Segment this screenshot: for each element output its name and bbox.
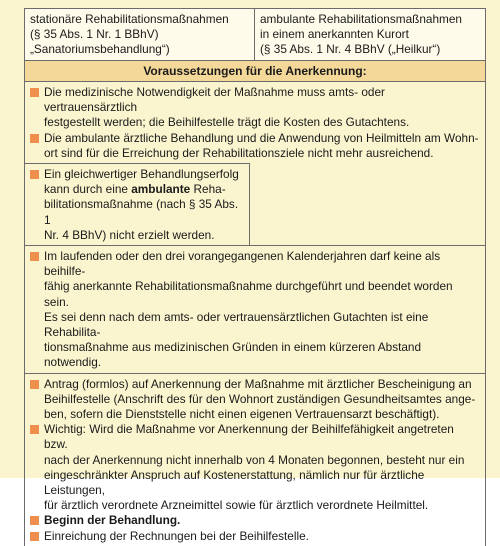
square-bullet-icon bbox=[30, 516, 39, 525]
item-text-line: eingeschränkter Anspruch auf Kostenerstattung, nämlich nur für ärztliche Leistungen, bbox=[44, 467, 425, 498]
item-text-line: für ärztlich verordnete Arzneimittel sowie für ärztlich verordnete Heilmittel. bbox=[44, 498, 429, 513]
list-item bbox=[30, 513, 480, 528]
item-text-line: ort sind für die Erreichung der Rehabilitationsziele nicht mehr ausreichend. bbox=[44, 145, 434, 160]
list-item bbox=[30, 85, 480, 131]
list-item bbox=[30, 167, 244, 243]
item-text-line: Wichtig: Wird die Maßnahme vor Anerkennung der Beihilfefähigkeit angetreten bzw. bbox=[44, 422, 454, 452]
item-text-line: Antrag (formlos) auf Anerkennung der Maßnahme mit ärztlicher Bescheinigung an bbox=[44, 376, 472, 391]
item-text-line: fähig anerkannte Rehabilitationsmaßnahme durchgeführt und beendet worden sein. bbox=[44, 279, 453, 309]
item-text-line: Im laufenden oder den drei vorangegangenen Kalenderjahren darf keine als beihilfe- bbox=[44, 249, 441, 279]
item-text-line: ben, sofern die Dienststelle nicht einen eigenen Vertrauensarzt beschäftigt). bbox=[44, 407, 440, 422]
square-bullet-icon bbox=[30, 380, 39, 389]
requirements-block-3 bbox=[25, 245, 485, 373]
square-bullet-icon bbox=[30, 252, 39, 261]
list-item bbox=[30, 529, 480, 544]
item-text-line: Beihilfestelle (Anschrift des für den Wohnort zuständigen Gesundheitsamtes ange- bbox=[44, 391, 476, 406]
header-stationary-line: stationäre Rehabilitationsmaßnahmen bbox=[30, 12, 229, 26]
square-bullet-icon bbox=[30, 134, 39, 143]
list-item bbox=[30, 249, 480, 371]
table-header-row bbox=[25, 8, 485, 60]
header-ambulant-line: ambulante Rehabilitationsmaßnahmen bbox=[260, 12, 462, 26]
item-text-line bbox=[44, 182, 244, 197]
item-text-line: tionsmaßnahme aus medizinischen Gründen in einem kürzeren Abstand notwendig. bbox=[44, 340, 422, 370]
header-stationary-line: „Sanatoriumsbehandlung“) bbox=[30, 42, 170, 56]
item-text-line: Ein gleichwertiger Behandlungserfolg bbox=[44, 167, 239, 182]
header-ambulant-line: (§ 35 Abs. 1 Nr. 4 BBhV („Heilkur“) bbox=[260, 42, 441, 56]
item-text-line: nach der Anerkennung nicht innerhalb von 4 Monaten begonnen, besteht nur ein bbox=[44, 452, 465, 467]
text-segment: Reha- bbox=[190, 182, 226, 197]
text-segment: kann durch eine bbox=[44, 182, 132, 197]
square-bullet-icon bbox=[30, 88, 39, 97]
square-bullet-icon bbox=[30, 532, 39, 541]
square-bullet-icon bbox=[30, 425, 39, 434]
item-text-line: festgestellt werden; die Beihilfestelle trägt die Kosten des Gutachtens. bbox=[44, 115, 410, 130]
list-item bbox=[30, 377, 480, 423]
item-text-bold: Beginn der Behandlung. bbox=[44, 513, 181, 528]
item-text-line: Es sei denn nach dem amts- oder vertrauensärztlichen Gutachten ist eine Rehabilita- bbox=[44, 309, 429, 340]
item-text-line: Einreichung der Rechnungen bei der Beihilfestelle. bbox=[44, 528, 309, 543]
header-stationary-line: (§ 35 Abs. 1 Nr. 1 BBhV) bbox=[30, 27, 159, 41]
section-title: Voraussetzungen für die Anerkennung: bbox=[25, 60, 485, 81]
item-text-line: Die ambulante ärztliche Behandlung und die Anwendung von Heilmitteln am Wohn- bbox=[44, 130, 479, 145]
emphasis-text: ambulante bbox=[131, 182, 191, 197]
requirements-block-2 bbox=[25, 163, 250, 245]
item-text-line: Die medizinische Notwendigkeit der Maßnahme muss amts- oder vertrauensärztlich bbox=[44, 85, 385, 115]
item-text-line: Nr. 4 BBhV) nicht erzielt werden. bbox=[44, 227, 215, 242]
square-bullet-icon bbox=[30, 170, 39, 179]
item-text-line: bilitationsmaßnahme (nach § 35 Abs. 1 bbox=[44, 197, 239, 227]
rehabilitation-table bbox=[24, 8, 486, 546]
header-ambulant-line: in einem anerkannten Kurort bbox=[260, 27, 409, 41]
procedure-block bbox=[25, 373, 485, 546]
list-item bbox=[30, 131, 480, 161]
header-ambulant bbox=[255, 9, 485, 60]
header-stationary bbox=[25, 9, 255, 60]
list-item bbox=[30, 422, 480, 513]
requirements-block-1 bbox=[25, 81, 485, 163]
